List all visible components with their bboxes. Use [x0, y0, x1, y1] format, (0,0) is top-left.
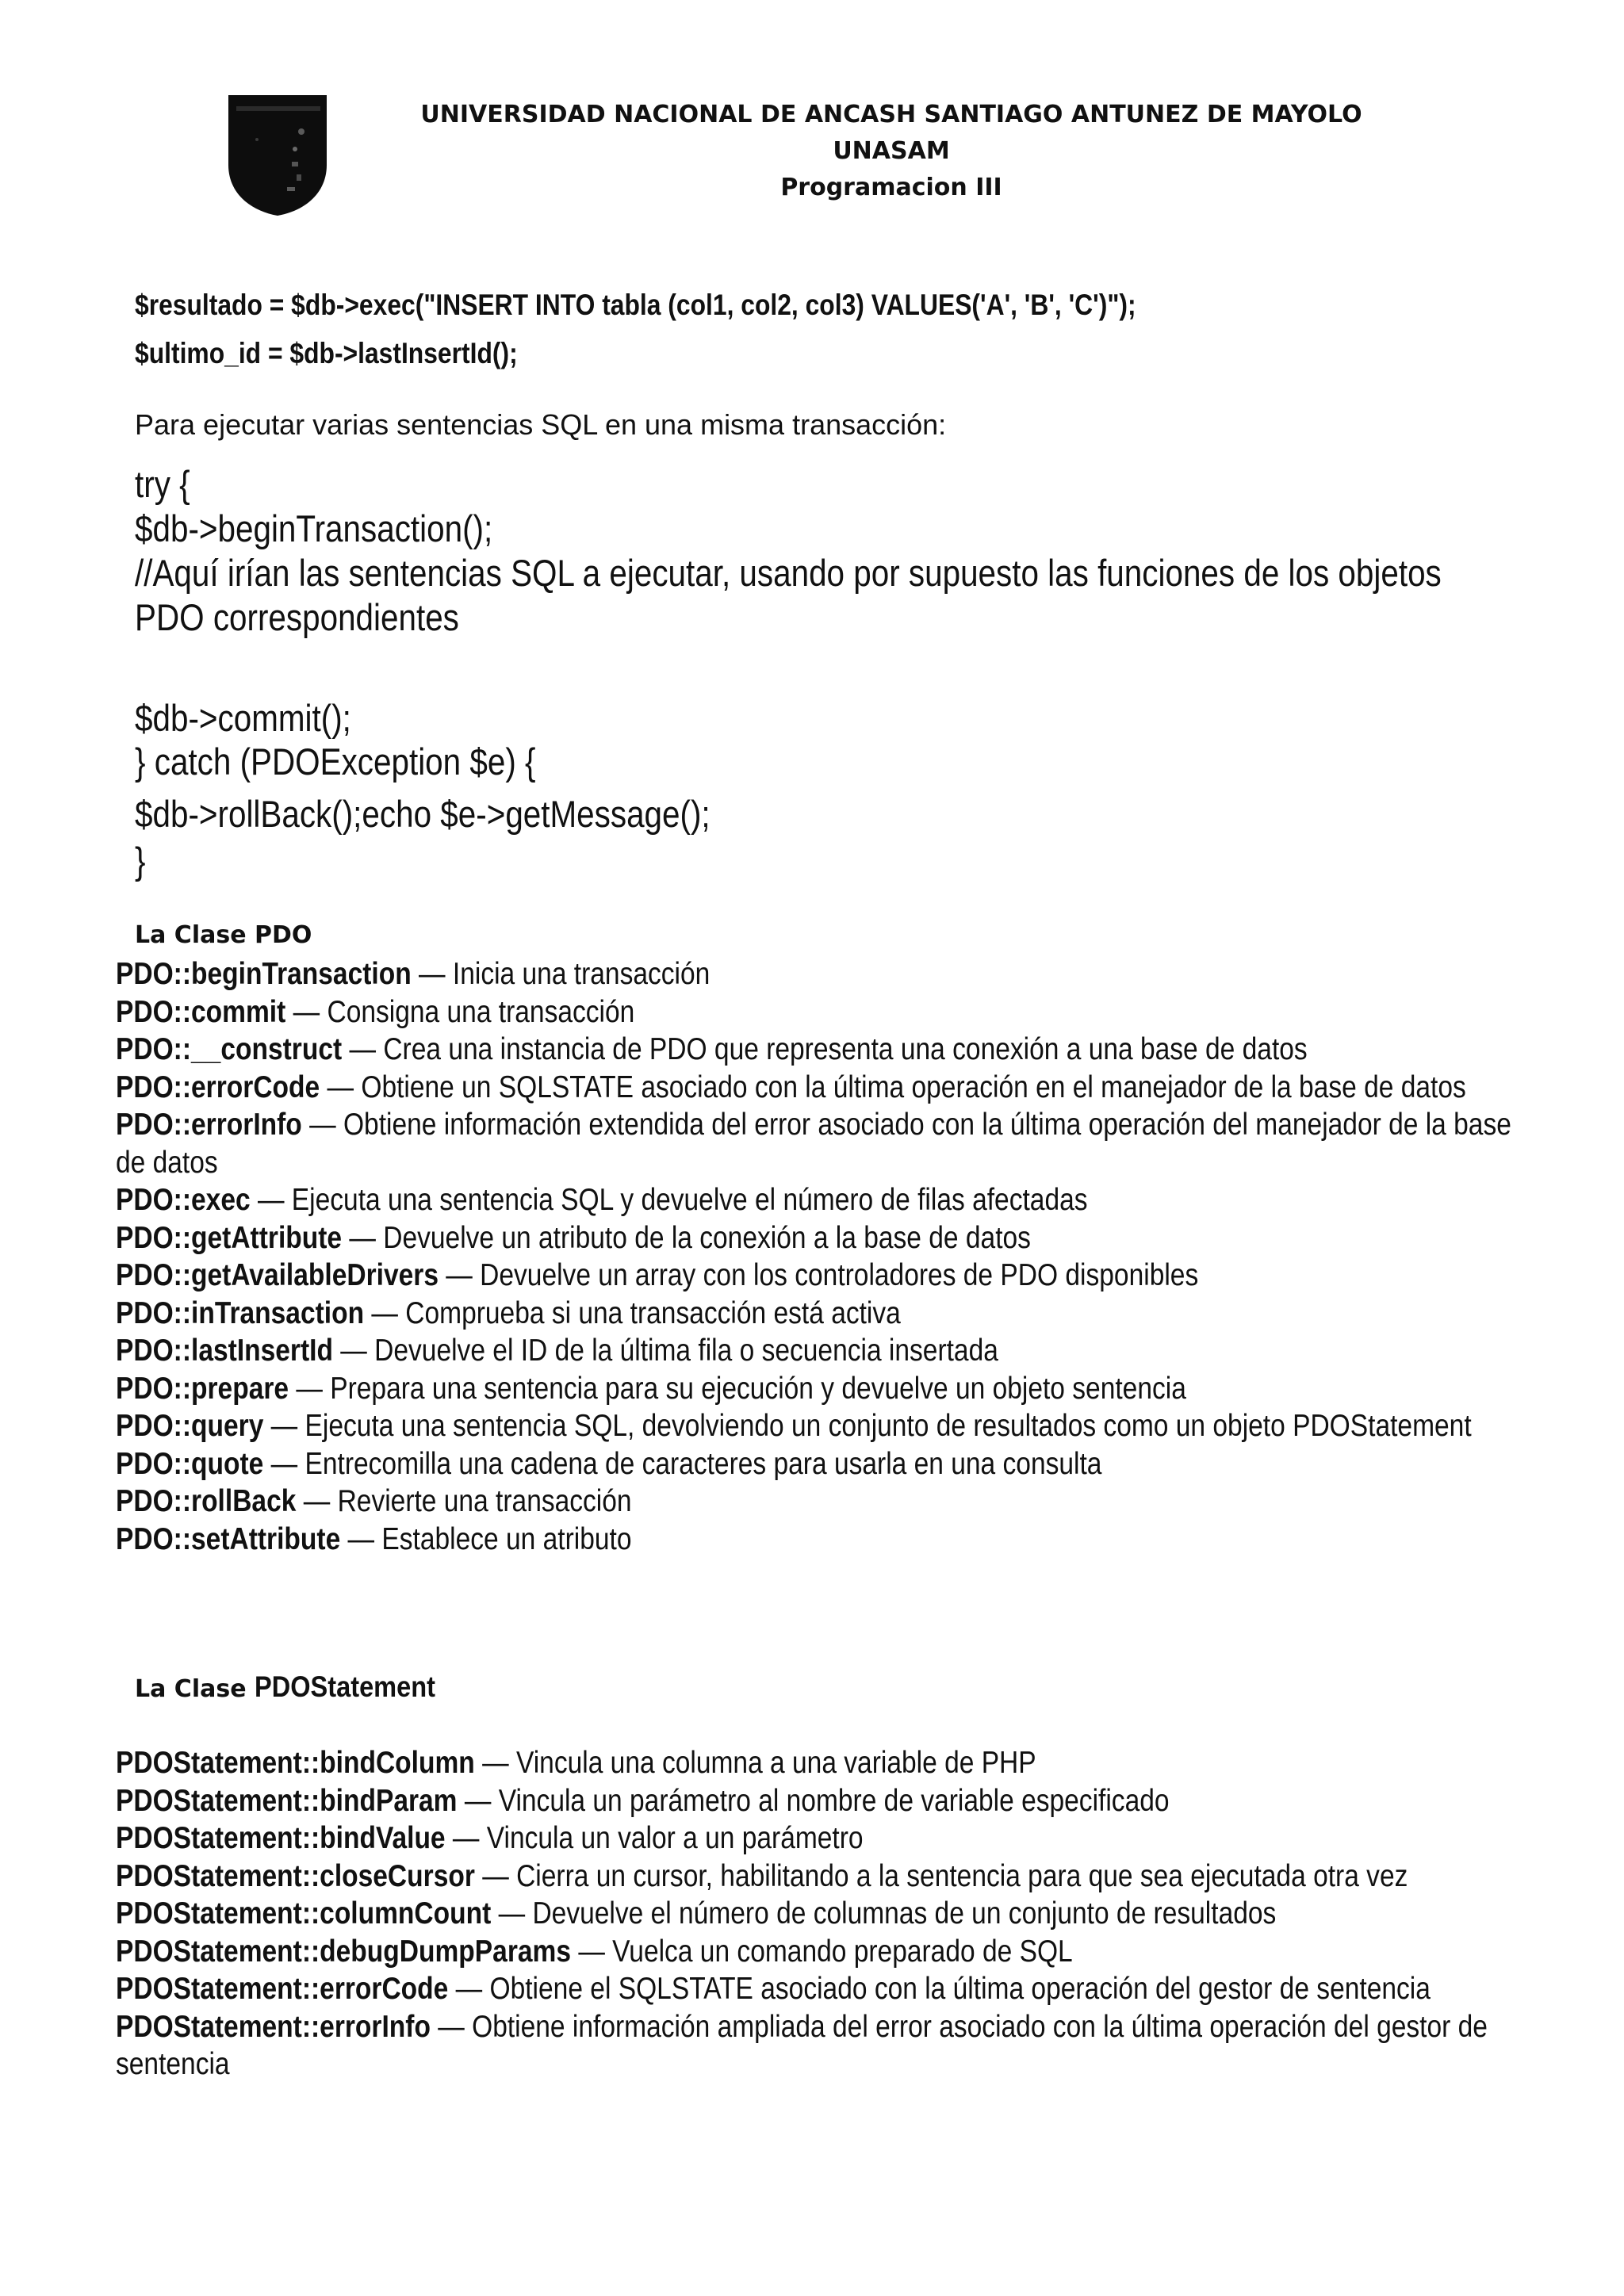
code-line-insert: $resultado = $db->exec("INSERT INTO tabla (col1, col2, col3) VALUES('A', 'B', 'C')"); — [135, 289, 1136, 321]
method-name: PDOStatement::errorInfo — [116, 2009, 431, 2044]
pdo-method-list — [116, 955, 1607, 1558]
method-description: — Devuelve el ID de la última fila o secuencia insertada — [332, 1334, 998, 1368]
method-name: PDO::prepare — [116, 1371, 289, 1406]
method-description: — Obtiene un SQLSTATE asociado con la última operación en el manejador de la base de datos — [320, 1070, 1466, 1104]
code-commit: $db->commit(); — [135, 697, 351, 739]
method-description: — Devuelve un array con los controladores de PDO disponibles — [438, 1258, 1199, 1292]
method-description: — Inicia una transacción — [411, 957, 710, 991]
method-entry — [116, 1744, 1534, 1782]
method-entry — [116, 1370, 1534, 1408]
code-line-last-id: $ultimo_id = $db->lastInsertId(); — [135, 337, 518, 369]
method-name: PDO::errorCode — [116, 1070, 320, 1104]
method-description: — Obtiene información extendida del error asociado con la última operación del manejador de la base de datos — [116, 1108, 1511, 1180]
method-description: — Devuelve el número de columnas de un conjunto de resultados — [491, 1896, 1277, 1931]
section-heading-pdostatement — [135, 1670, 460, 1704]
university-name: UNIVERSIDAD NACIONAL DE ANCASH SANTIAGO ANTUNEZ DE MAYOLO — [420, 101, 1362, 128]
method-name: PDOStatement::bindColumn — [116, 1746, 475, 1780]
code-rollback: $db->rollBack();echo $e->getMessage(); — [135, 793, 710, 835]
intro-paragraph: Para ejecutar varias sentencias SQL en una misma transacción: — [135, 408, 947, 441]
method-description: — Prepara una sentencia para su ejecución y devuelve un objeto sentencia — [289, 1371, 1186, 1406]
method-entry — [116, 1407, 1534, 1445]
method-name: PDO::getAttribute — [116, 1220, 343, 1255]
method-entry — [116, 955, 1534, 993]
method-description: — Vincula un valor a un parámetro — [445, 1821, 864, 1855]
method-entry — [116, 1219, 1534, 1257]
method-entry — [116, 1970, 1534, 2008]
method-description: — Entrecomilla una cadena de caracteres para usarla en una consulta — [263, 1446, 1102, 1481]
method-entry — [116, 1181, 1534, 1219]
section-heading-prefix: La Clase — [135, 1675, 255, 1703]
section-heading-pdo-text: La Clase PDO — [135, 921, 312, 949]
section-heading-word: PDOStatement — [255, 1670, 435, 1703]
method-name: PDO::quote — [116, 1446, 264, 1481]
method-entry — [116, 1069, 1534, 1107]
method-name: PDO::getAvailableDrivers — [116, 1258, 439, 1292]
method-name: PDO::query — [116, 1409, 264, 1443]
method-name: PDOStatement::bindValue — [116, 1821, 446, 1855]
code-begin-transaction: $db->beginTransaction(); — [135, 507, 493, 549]
method-name: PDO::setAttribute — [116, 1521, 341, 1556]
method-entry — [116, 1820, 1534, 1858]
method-description: — Vincula un parámetro al nombre de variable especificado — [457, 1783, 1170, 1818]
method-name: PDO::rollBack — [116, 1484, 297, 1518]
method-name: PDO::beginTransaction — [116, 957, 412, 991]
method-name: PDO::lastInsertId — [116, 1334, 333, 1368]
method-description: — Ejecuta una sentencia SQL y devuelve el número de filas afectadas — [250, 1183, 1088, 1217]
method-entry — [116, 1933, 1534, 1971]
method-entry — [116, 1257, 1534, 1295]
method-entry — [116, 993, 1534, 1031]
method-entry — [116, 1858, 1534, 1896]
method-description: — Devuelve un atributo de la conexión a la base de datos — [342, 1220, 1031, 1255]
method-name: PDO::errorInfo — [116, 1108, 302, 1142]
method-entry — [116, 1782, 1534, 1820]
method-name: PDO::exec — [116, 1183, 251, 1217]
method-description: — Vuelca un comando preparado de SQL — [570, 1934, 1073, 1969]
method-name: PDOStatement::errorCode — [116, 1972, 449, 2006]
method-name: PDOStatement::bindParam — [116, 1783, 458, 1818]
university-logo — [225, 92, 330, 217]
method-entry — [116, 1332, 1534, 1370]
method-entry — [116, 1106, 1534, 1181]
pdostatement-method-list — [116, 1744, 1607, 2084]
code-comment-line1: //Aquí irían las sentencias SQL a ejecutar, usando por supuesto las funciones de los objetos — [135, 552, 1442, 594]
section-heading-pdo — [135, 921, 312, 949]
code-close-brace: } — [135, 840, 146, 882]
method-name: PDOStatement::closeCursor — [116, 1858, 475, 1893]
method-description: — Crea una instancia de PDO que representa una conexión a una base de datos — [342, 1032, 1308, 1066]
method-description: — Cierra un cursor, habilitando a la sentencia para que sea ejecutada otra vez — [474, 1858, 1408, 1893]
method-entry — [116, 2008, 1534, 2084]
method-description: — Vincula una columna a una variable de PHP — [474, 1746, 1036, 1780]
method-name: PDO::__construct — [116, 1032, 343, 1066]
method-entry — [116, 1521, 1534, 1559]
method-entry — [116, 1895, 1534, 1933]
course-name: Programacion III — [780, 174, 1002, 201]
method-name: PDOStatement::debugDumpParams — [116, 1934, 571, 1969]
method-description: — Comprueba si una transacción está activa — [364, 1295, 901, 1330]
method-description: — Obtiene el SQLSTATE asociado con la última operación del gestor de sentencia — [448, 1972, 1431, 2006]
method-entry — [116, 1031, 1534, 1069]
method-description: — Establece un atributo — [340, 1521, 632, 1556]
method-description: — Revierte una transacción — [296, 1484, 632, 1518]
code-comment-line2: PDO correspondientes — [135, 596, 459, 638]
method-entry — [116, 1445, 1534, 1483]
method-description: — Consigna una transacción — [285, 994, 635, 1029]
method-entry — [116, 1295, 1534, 1333]
code-try: try { — [135, 463, 190, 505]
method-description: — Obtiene información ampliada del error asociado con la última operación del gestor de sentencia — [116, 2009, 1488, 2081]
code-catch: } catch (PDOException $e) { — [135, 740, 536, 783]
method-name: PDO::commit — [116, 994, 286, 1029]
method-entry — [116, 1483, 1534, 1521]
method-description: — Ejecuta una sentencia SQL, devolviendo un conjunto de resultados como un objeto PDOStatement — [263, 1409, 1472, 1443]
method-name: PDO::inTransaction — [116, 1295, 365, 1330]
method-name: PDOStatement::columnCount — [116, 1896, 492, 1931]
university-acronym: UNASAM — [833, 137, 950, 165]
